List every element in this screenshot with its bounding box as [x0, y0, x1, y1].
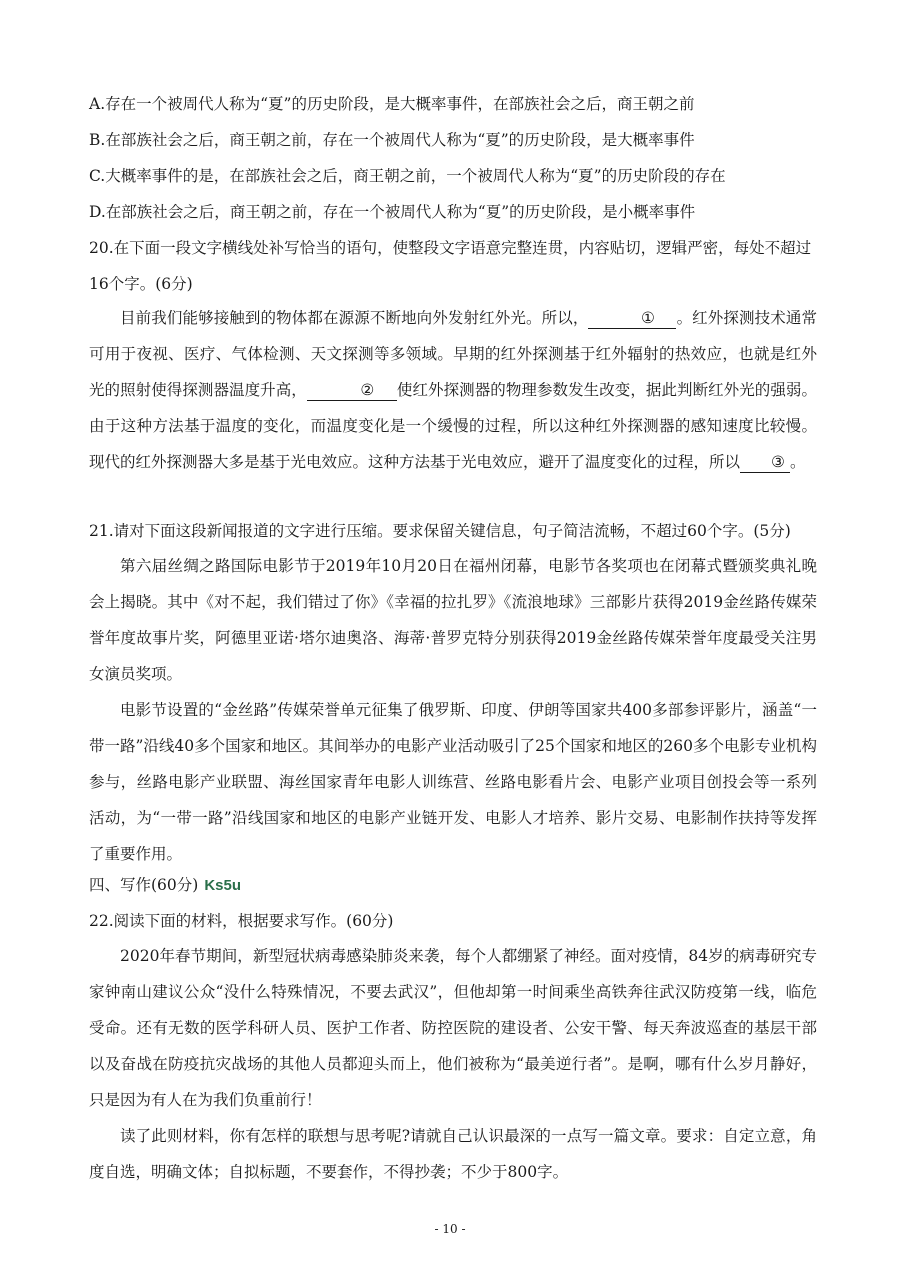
page-number: - 10 -: [434, 1222, 466, 1236]
q21-news-1: [89, 548, 817, 692]
section-writing: [89, 873, 241, 895]
q22-paragraph-1: 2020年春节期间，新型冠状病毒感染肺炎来袭，每个人都绷紧了神经。面对疫情，84岁的病毒研究专家钟南山建议公众“没什么特殊情况，不要去武汉”，但他却第一时间乘坐高铁奔往武汉防疫第一线，临危受命。还有无数的医学科研人员、医护工作者、防控医院的建设者、公安干警、每天奔波巡查的基层干部以及奋战在防疫抗灾战场的其他人员都迎头而上，他们被称为“最美逆行者”。是啊，哪有什么岁月静好，只是因为有人在为我们负重前行！: [89, 947, 817, 1109]
q22-stem: 22.阅读下面的材料，根据要求写作。(60分): [89, 912, 394, 930]
q22-paragraph-2: 读了此则材料，你有怎样的联想与思考呢?请就自己认识最深的一点写一篇文章。要求：自定立意，角度自选，明确文体；自拟标题，不要套作，不得抄袭；不少于800字。: [89, 1127, 817, 1181]
q20-text-1: 目前我们能够接触到的物体都在源源不断地向外发射红外光。所以，: [120, 309, 589, 327]
q22-material: [89, 938, 817, 1118]
q22-requirements: [89, 1118, 817, 1190]
q20-text-3: 使红外探测器的物理参数发生改变，据此判断红外光的强弱。由于这种方法基于温度的变化，而温度变化是一个缓慢的过程，所以这种红外探测器的感知速度比较慢。现代的红外探测器大多是基于光电效应。这种方法基于光电效应，避开了温度变化的过程，所以: [89, 381, 817, 471]
option-a: A.存在一个被周代人称为“夏”的历史阶段，是大概率事件，在部族社会之后，商王朝之前: [89, 95, 695, 113]
blank-2[interactable]: ②: [307, 381, 397, 401]
q20-stem: 20.在下面一段文字横线处补写恰当的语句，使整段文字语意完整连贯，内容贴切，逻辑严密，每处不超过: [89, 239, 812, 257]
blank-3[interactable]: ③: [740, 453, 790, 473]
q21-paragraph-1: 第六届丝绸之路国际电影节于2019年10月20日在福州闭幕，电影节各奖项也在闭幕式暨颁奖典礼晚会上揭晓。其中《对不起，我们错过了你》《幸福的拉扎罗》《流浪地球》三部影片获得2019金丝路传媒荣誉年度故事片奖，阿德里亚诺·塔尔迪奥洛、海蒂·普罗克特分别获得2019金丝路传媒荣誉年度最受关注男女演员奖项。: [89, 557, 817, 683]
q20-text-2: 。红外探测技术通常可用于夜视、医疗、气体检测、天文探测等多领域。早期的红外探测基于红外辐射的热效应，也就是红外光的照射使得探测器温度升高，: [89, 309, 817, 399]
option-b: B.在部族社会之后，商王朝之前，存在一个被周代人称为“夏”的历史阶段，是大概率事件: [89, 131, 695, 149]
option-d: D.在部族社会之后，商王朝之前，存在一个被周代人称为“夏”的历史阶段，是小概率事件: [89, 203, 696, 221]
option-c: C.大概率事件的是，在部族社会之后，商王朝之前，一个被周代人称为“夏”的历史阶段的存在: [89, 167, 726, 185]
ks5u-logo: Ks5u: [204, 877, 242, 894]
q21-paragraph-2: 电影节设置的“金丝路”传媒荣誉单元征集了俄罗斯、印度、伊朗等国家共400多部参评影片，涵盖“一带一路”沿线40多个国家和地区。其间举办的电影产业活动吸引了25个国家和地区的260多个电影专业机构参与，丝路电影产业联盟、海丝国家青年电影人训练营、丝路电影看片会、电影产业项目创投会等一系列活动，为“一带一路”沿线国家和地区的电影产业链开发、电影人才培养、影片交易、电影制作扶持等发挥了重要作用。: [89, 701, 817, 863]
q20-passage: [89, 300, 817, 480]
blank-1[interactable]: ①: [588, 309, 676, 329]
q20-text-4: 。: [790, 453, 806, 471]
q21-stem: 21.请对下面这段新闻报道的文字进行压缩。要求保留关键信息，句子简洁流畅，不超过60个字。(5分): [89, 522, 791, 540]
q21-news-2: [89, 692, 817, 872]
q20-score: 16个字。(6分): [89, 275, 193, 293]
section-title: 四、写作(60分): [89, 876, 199, 894]
